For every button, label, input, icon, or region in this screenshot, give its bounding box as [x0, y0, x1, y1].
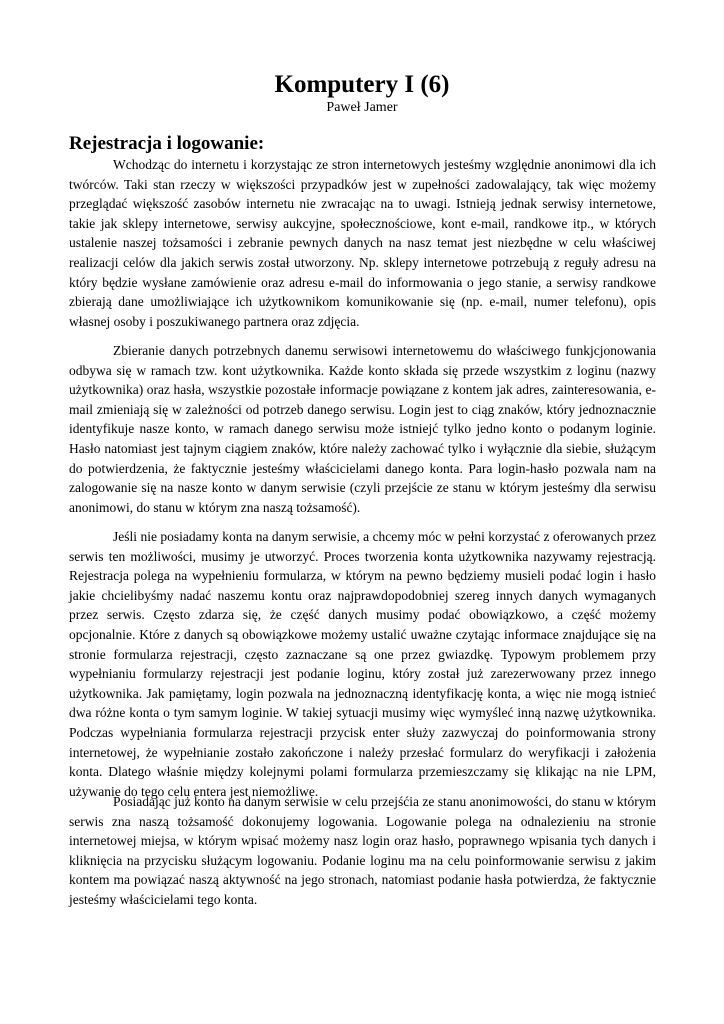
document-title: Komputery I (6): [274, 71, 450, 98]
document-author: Paweł Jamer: [326, 100, 398, 115]
paragraph-2-text: Zbieranie danych potrzebnych danemu serwisowi internetowemu do właściwego funkjcjonowania odbywa się w ramach tzw. kont użytkownika. Każde konto składa się przede wszystkim z loginu (nazwy użytkownika) oraz hasła, wszystkie pozostałe informacje powiązane z kontem jak adres, zainteresowania, e-mail zmieniają się w zależności od potrzeb danego serwisu. Login jest to ciąg znaków, który jednoznacznie identyfikuje nasze konto, w ramach danego serwisu może istniejć tylko jedno konto o podanym loginie. Hasło natomiast jest tajnym ciągiem znaków, które należy zachować tylko i wyłącznie dla siebie, służącym do potwierdzenia, że faktycznie jesteśmy właścicielami danego konta. Para login-hasło pozwala nam na zalogowanie się na nasze konto w danym serwisie (czyli przejście ze stanu w którym jesteśmy dla serwisu anonimowi, do stanu w którym zna naszą tożsamość).: [69, 343, 656, 515]
paragraph-1: [69, 155, 656, 331]
paragraph-2: [69, 341, 656, 517]
section-heading: Rejestracja i logowanie:: [69, 133, 265, 154]
paragraph-1-text: Wchodząc do internetu i korzystając ze stron internetowych jesteśmy względnie anonimowi dla ich twórców. Taki stan rzeczy w większości przypadków jest w zupełności zadowalający, tak więc możemy przeglądać większość zasobów internetu nie zwracając na to uwagi. Istnieją jednak serwisy internetowe, takie jak sklepy internetowe, serwisy aukcyjne, społecznościowe, kont e-mail, randkowe itp., w których ustalenie naszej tożsamości i zebranie pewnych danych na nasz temat jest niezbędne w celu właściwej realizacji celów dla jakich serwis został utworzony. Np. sklepy internetowe potrzebują z reguły adresu na który będzie wysłane zamówienie oraz adresu e-mail do informowania o jego stanie, a serwisy randkowe zbierają dane umożliwiające ich użytkownikom komunikowanie się (np. e-mail, numer telefonu), opis własnej osoby i poszukiwanego partnera oraz zdjęcia.: [69, 157, 656, 329]
paragraph-3: [69, 527, 656, 801]
paragraph-4-text: Posiadając już konto na danym serwisie w celu przejśćia ze stanu anonimowości, do stanu w którym serwis zna naszą tożsamość dokonujemy logowania. Logowanie polega na odnalezieniu na stronie internetowej miejsa, w którym wpisać możemy nasz login oraz hasło, poprawnego wpisania tych danych i kliknięcia na przycisku służącym logowaniu. Podanie loginu ma na celu poinformowanie serwisu z jakim kontem ma powiązać naszą aktywność na jego stronach, natomiast podanie hasła potwierdza, że faktycznie jesteśmy właścicielami tego konta.: [69, 794, 656, 907]
paragraph-4: [69, 792, 656, 910]
paragraph-3-text: Jeśli nie posiadamy konta na danym serwisie, a chcemy móc w pełni korzystać z oferowanych przez serwis ten możliwości, musimy je utworzyć. Proces tworzenia konta użytkownika nazywamy rejestracją. Rejestracja polega na wypełnieniu formularza, w którym na pewno będziemy musieli podać login i hasło jakie chcielibyśmy nadać naszemu kontu oraz najprawdopodobniej szereg innych danych wymaganych przez serwis. Często zdarza się, że część danych musimy podać obowiązkowo, a część możemy opcjonalnie. Które z danych są obowiązkowe możemy ustalić uważne czytając informace znajdujące się na stronie formularza rejestracji, często zaznaczane są one przez gwiazdkę. Typowym problemem przy wypełnianiu formularzy rejestracji jest podanie loginu, który został już zarezerwowany przez innego użytkownika. Jak pamiętamy, login pozwala na jednoznaczną identyfikację konta, a więc nie mogą istnieć dwa różne konta o tym samym loginie. W takiej sytuacji musimy więc wymyśleć inną nazwę użytkownika. Podczas wypełniania formularza rejestracji przycisk enter służy zazwyczaj do poinformowania strony internetowej, że wypełnianie zostało zakończone i należy przesłać formularz do weryfikacji i założenia konta. Dlatego właśnie między kolejnymi polami formularza przemieszczamy się klikając na nie LPM, używanie do tego celu entera jest niemożliwe.: [69, 529, 656, 799]
